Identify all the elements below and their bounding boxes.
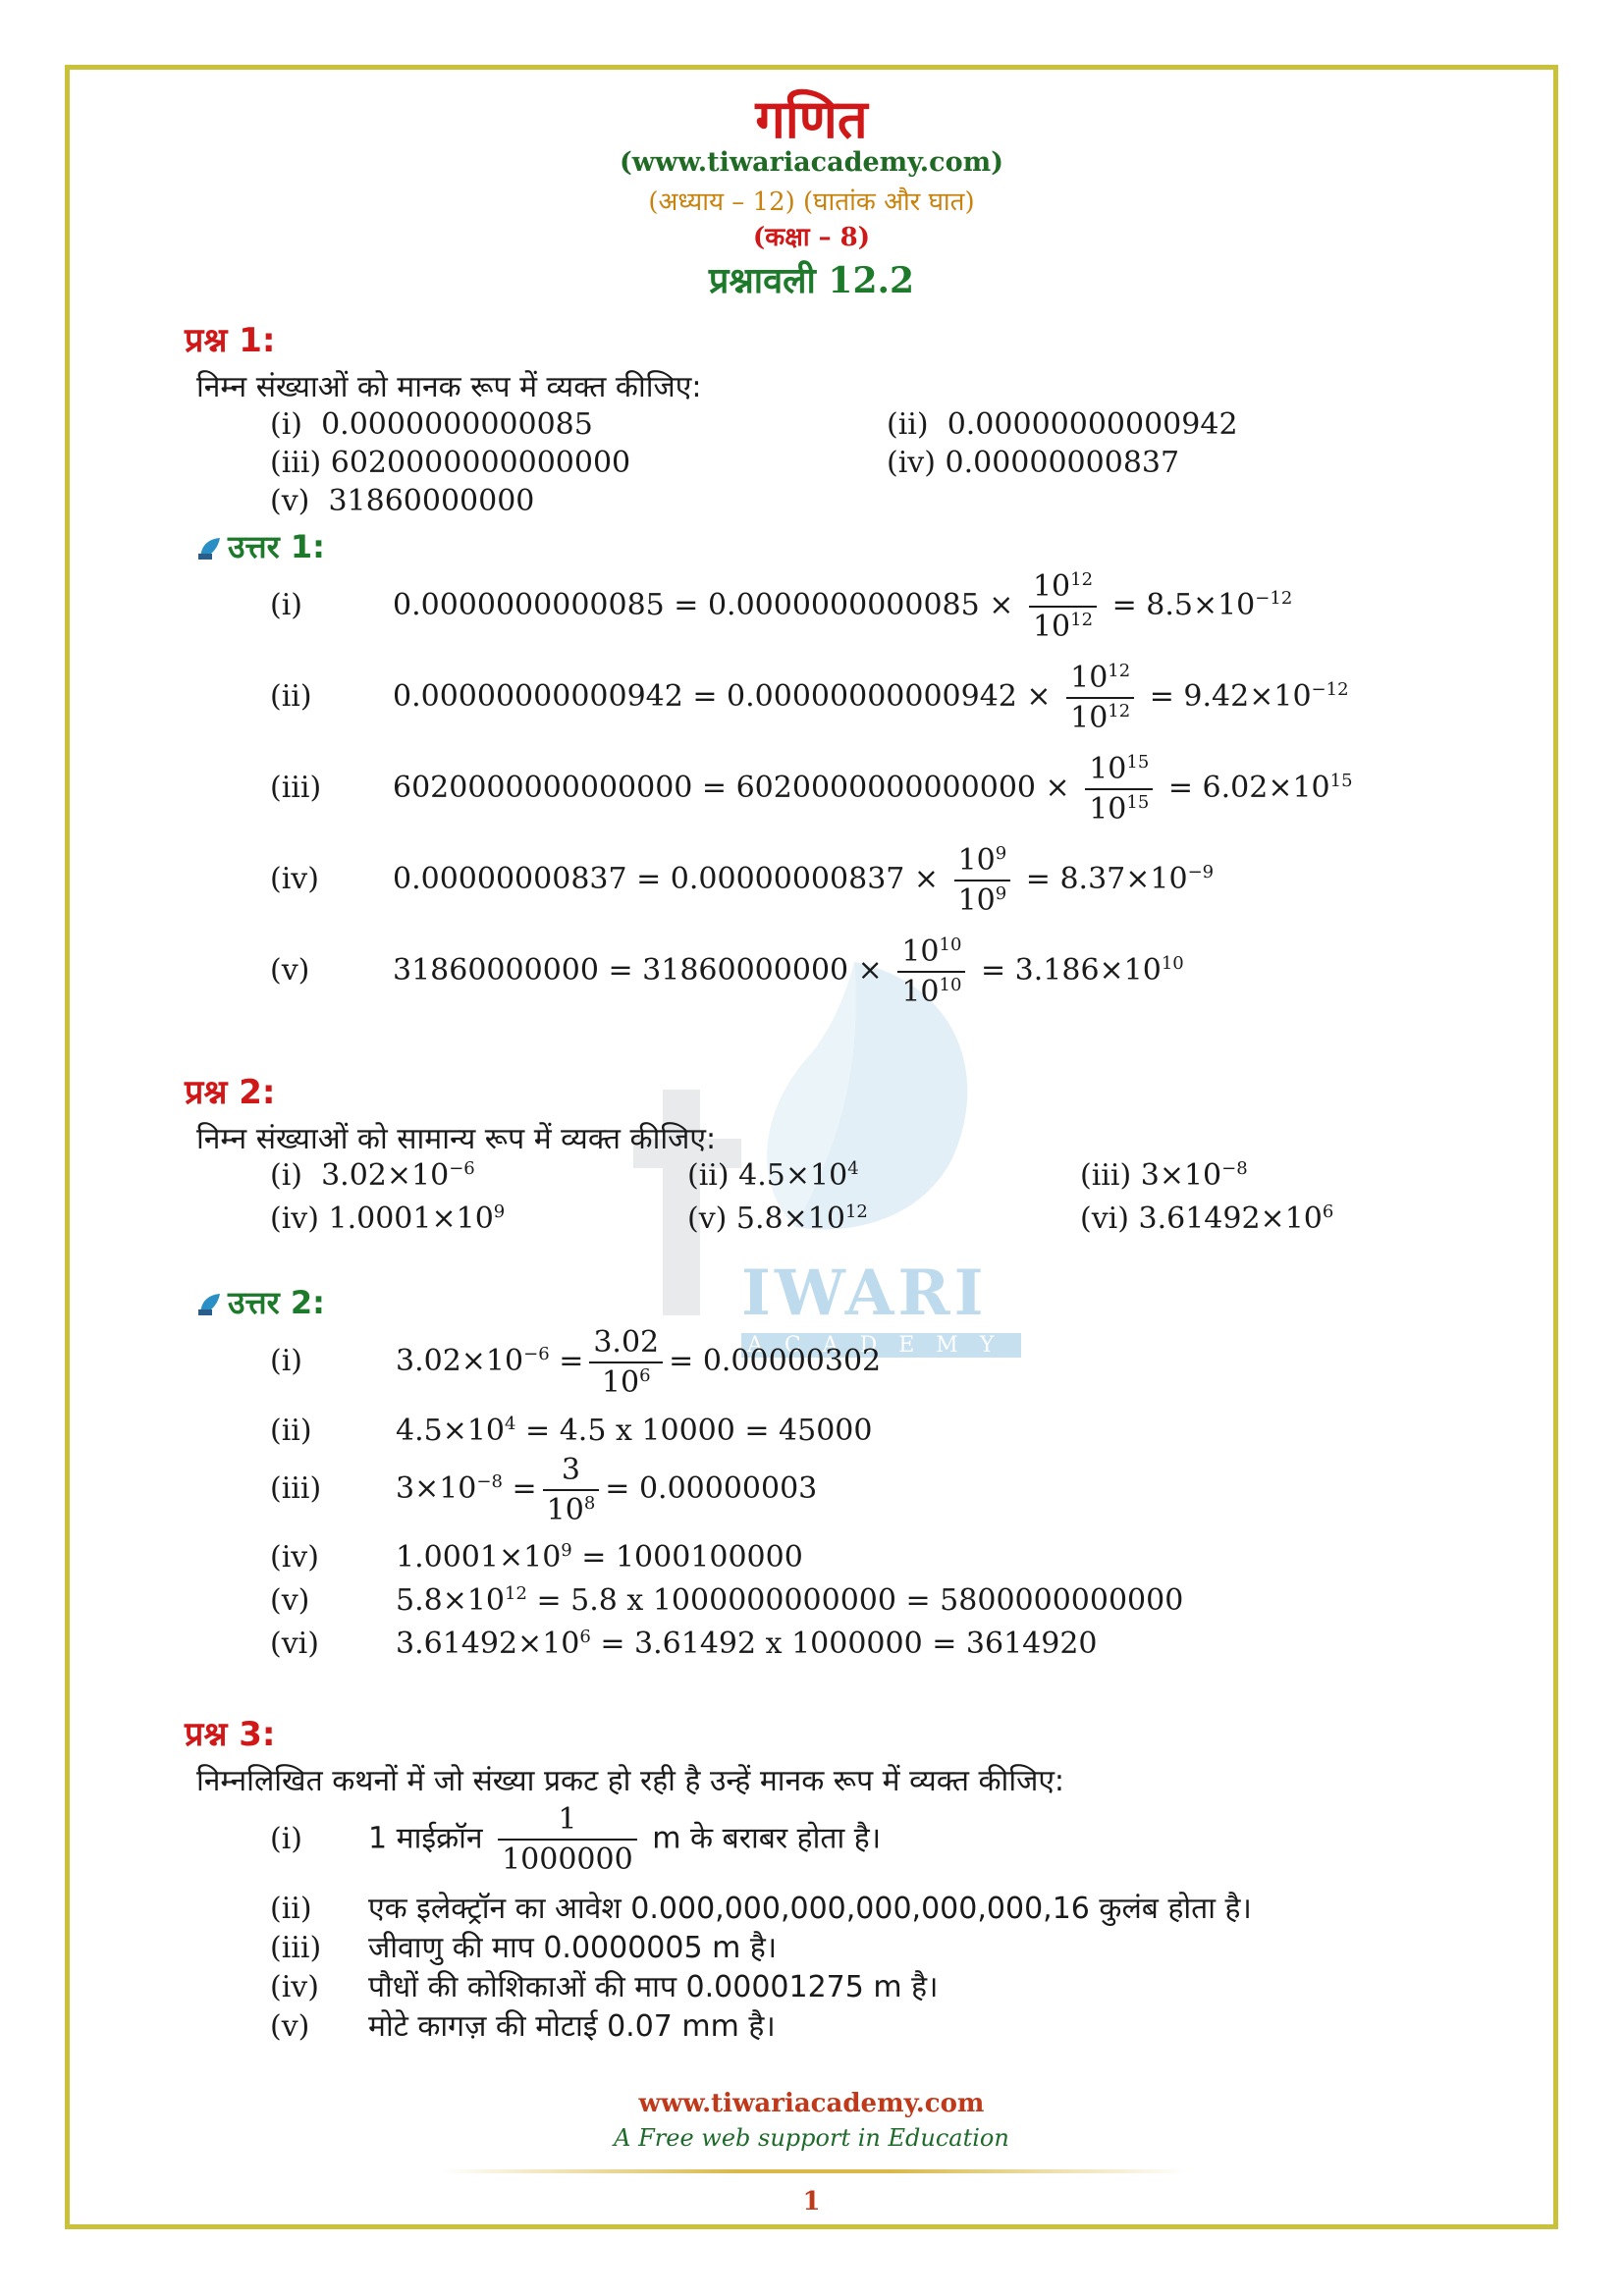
q2-item: (ii) $4.5\times 10^4$ <box>687 1158 859 1193</box>
chapter-title: (अध्याय – 12) (घातांक और घात) <box>648 187 975 217</box>
question-3-heading: प्रश्न 3: <box>185 1715 276 1754</box>
footer-tagline: A Free web support in Education <box>614 2124 1009 2152</box>
question-1-heading: प्रश्न 1: <box>185 321 276 360</box>
q1-item: (v) 31860000000 <box>270 484 535 518</box>
answer-2-row-v: (v) $5.8\times 10^{12} = 5.8$ x 1000000000000 = 5800000000000 <box>270 1583 1184 1618</box>
q2-item: (i) $3.02\times 10^{-6}$ <box>270 1158 475 1193</box>
answer-2-row-ii: (ii) $4.5\times 10^4 = 4.5$ x 10000 = 45000 <box>270 1414 873 1448</box>
q1-item: (iii) 6020000000000000 <box>270 446 631 480</box>
answer-2-heading: उत्तर 2: <box>196 1281 325 1323</box>
leaf-icon <box>196 536 222 561</box>
class-label: (कक्षा – 8) <box>752 223 871 252</box>
footer-url[interactable]: www.tiwariacademy.com <box>638 2089 985 2118</box>
answer-2-row-iii: (iii) $3\times 10^{-8}$ = $\frac{3}{10^8}$ = 0.00000003 <box>270 1453 818 1527</box>
q2-item: (iv) $1.0001\times 10^9$ <box>270 1201 506 1236</box>
leaf-icon <box>196 1292 222 1317</box>
q3-item: (v) मोटे कागज़ की मोटाई 0.07 mm है। <box>270 2009 776 2044</box>
answer-1-row-ii: (ii) 0.00000000000942 = 0.00000000000942 × $\frac{10^{12}}{10^{12}}$ = $9.42\times 10^{-12}$ <box>270 661 1349 735</box>
q2-item: (iii) $3\times 10^{-8}$ <box>1080 1158 1248 1193</box>
answer-2-row-i: (i) $3.02\times 10^{-6}$ = $\frac{3.02}{10^6}$ = 0.00000302 <box>270 1325 882 1400</box>
q2-item: (vi) $3.61492\times 10^6$ <box>1080 1201 1334 1236</box>
answer-1-row-v: (v) 31860000000 = 31860000000 × $\frac{10^{10}}{10^{10}}$ = $3.186\times 10^{10}$ <box>270 934 1184 1009</box>
page-title: गणित <box>755 87 868 150</box>
answer-1-heading: उत्तर 1: <box>196 525 325 567</box>
answer-1-row-i: (i) 0.0000000000085 = 0.0000000000085 × $\frac{10^{12}}{10^{12}}$ = $8.5\times 10^{-12}$ <box>270 569 1293 644</box>
q3-item: (iv) पौधों की कोशिकाओं की माप 0.00001275 m है। <box>270 1970 939 2004</box>
question-2-instruction: निम्न संख्याओं को सामान्य रूप में व्यक्त कीजिए: <box>196 1122 717 1156</box>
question-3-instruction: निम्नलिखित कथनों में जो संख्या प्रकट हो रही है उन्हें मानक रूप में व्यक्त कीजिए: <box>196 1764 1065 1798</box>
q3-item: (iii) जीवाणु की माप 0.0000005 m है। <box>270 1931 778 1965</box>
answer-2-row-vi: (vi) $3.61492\times 10^6 = 3.61492$ x 1000000 = 3614920 <box>270 1627 1098 1661</box>
exercise-title: प्रश्नावली 12.2 <box>708 260 915 301</box>
q1-item: (iv) 0.00000000837 <box>887 446 1180 480</box>
footer-divider <box>442 2169 1188 2173</box>
answer-1-row-iv: (iv) 0.00000000837 = 0.00000000837 × $\frac{10^9}{10^9}$ = $8.37\times 10^{-9}$ <box>270 843 1215 918</box>
answer-2-row-iv: (iv) $1.0001\times 10^9 = 1000100000$ <box>270 1540 803 1575</box>
question-1-instruction: निम्न संख्याओं को मानक रूप में व्यक्त कीजिए: <box>196 370 702 404</box>
q2-item: (v) $5.8\times 10^{12}$ <box>687 1201 868 1236</box>
question-2-heading: प्रश्न 2: <box>185 1073 276 1112</box>
q3-item-i: (i) 1 माईक्रॉन $\frac{1}{1000000}$ m के बराबर होता है। <box>270 1802 882 1877</box>
watermark-subtext: ACADEMY <box>741 1333 1021 1358</box>
q1-item: (ii) 0.00000000000942 <box>887 407 1238 442</box>
page-number: 1 <box>802 2187 821 2216</box>
answer-1-row-iii: (iii) 6020000000000000 = 6020000000000000 × $\frac{10^{15}}{10^{15}}$ = $6.02\times 10^{15}$ <box>270 752 1353 827</box>
q3-item: (ii) एक इलेक्ट्रॉन का आवेश 0.000,000,000,000,000,000,16 कुलंब होता है। <box>270 1892 1252 1926</box>
website-link[interactable]: (www.tiwariacademy.com) <box>620 147 1003 178</box>
watermark-text: IWARI <box>741 1256 988 1330</box>
q1-item: (i) 0.0000000000085 <box>270 407 593 442</box>
